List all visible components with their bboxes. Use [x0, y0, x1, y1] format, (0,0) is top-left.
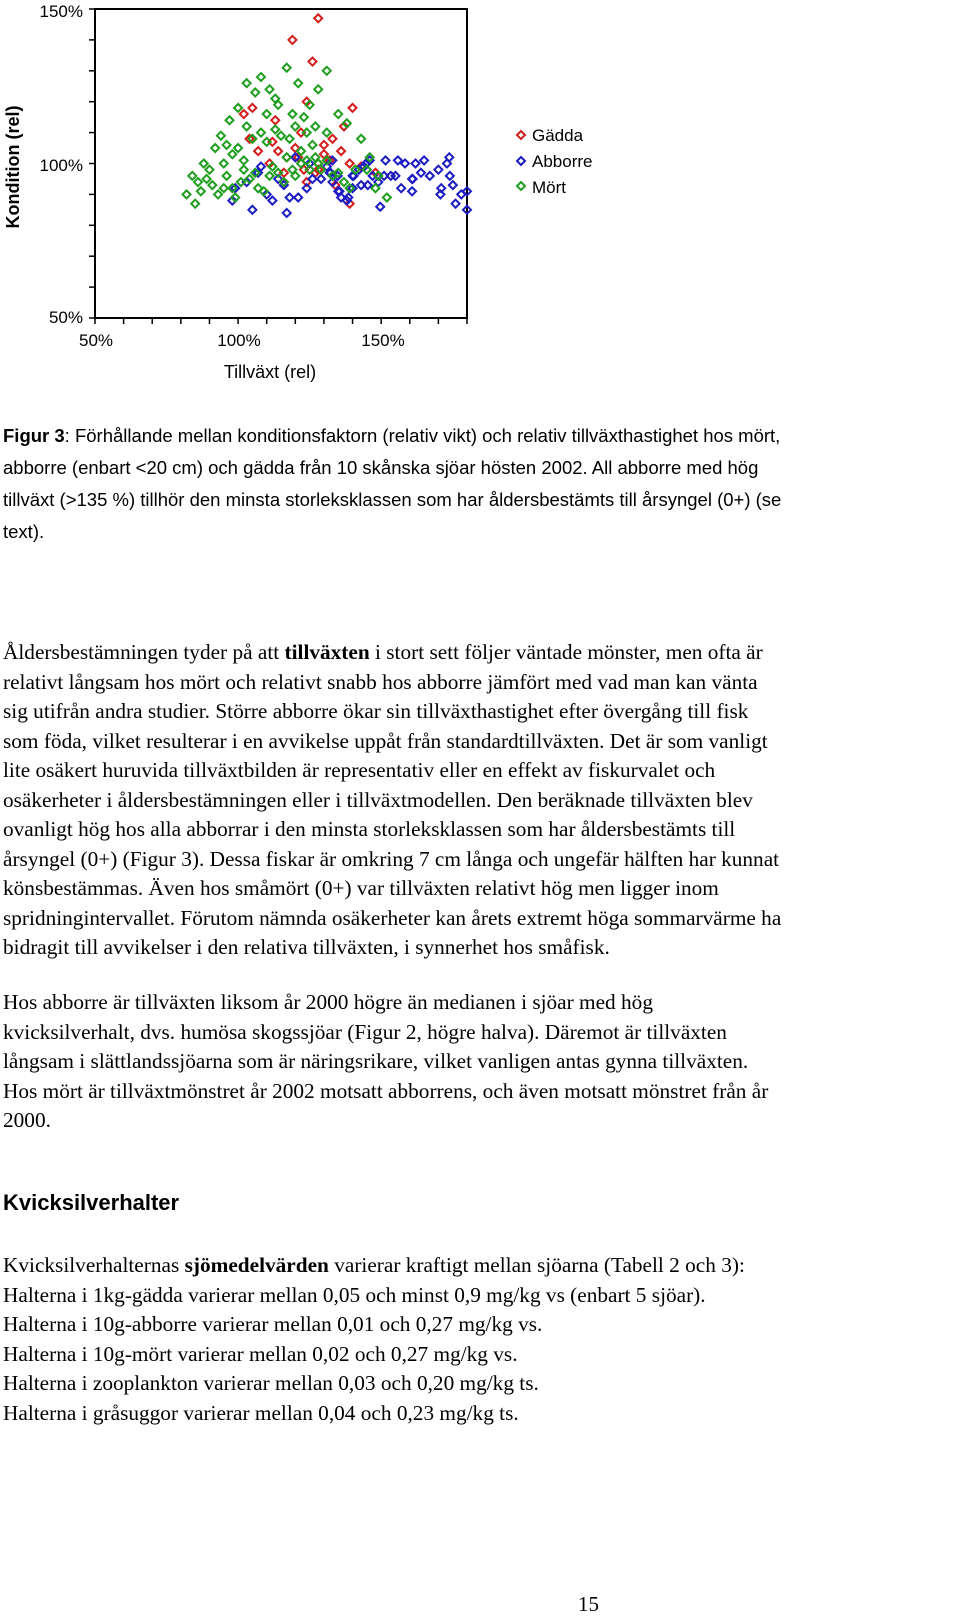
- data-point-mrt: [343, 119, 351, 127]
- data-point-mrt: [357, 135, 365, 143]
- paragraph-kvicksilver: [3, 1251, 953, 1428]
- data-point-mrt: [225, 116, 233, 124]
- data-point-mrt: [240, 166, 248, 174]
- data-point-abborre: [397, 184, 405, 192]
- data-point-abborre: [446, 172, 454, 180]
- caption-line: [3, 420, 933, 452]
- data-point-mrt: [340, 178, 348, 186]
- data-point-mrt: [294, 79, 302, 87]
- caption-line: text).: [3, 521, 45, 542]
- data-point-mrt: [220, 184, 228, 192]
- x-tick-label: 50%: [78, 331, 114, 350]
- paragraph-line: Halterna i gråsuggor varierar mellan 0,04 och 0,23 mg/kg ts.: [3, 1400, 519, 1425]
- tick-marks: [89, 9, 467, 324]
- data-point-mrt: [188, 172, 196, 180]
- paragraph-line: spridningintervallet. Förutom nämnda osäkerheter kan årets extremt höga sommarvärme ha: [3, 905, 782, 930]
- data-point-mrt: [323, 67, 331, 75]
- data-point-gdda: [254, 147, 262, 155]
- data-point-abborre: [286, 193, 294, 201]
- paragraph-line: lite osäkert huruvida tillväxtbilden är representativ eller en effekt av fiskurvalet och: [3, 758, 716, 782]
- data-point-mrt: [223, 172, 231, 180]
- paragraph-line: ovanligt hög hos alla abborrar i den minsta storleksklassen som har åldersbestämts till: [3, 817, 736, 841]
- legend: [517, 126, 592, 197]
- data-point-gdda: [308, 58, 316, 66]
- data-point-mrt: [286, 135, 294, 143]
- data-point-mrt: [214, 190, 222, 198]
- legend-item-mort: [517, 178, 566, 197]
- paragraph-line: Halterna i 10g-abborre varierar mellan 0,01 och 0,27 mg/kg vs.: [3, 1312, 543, 1336]
- paragraph-line: långsam i slättlandssjöarna som är näringsrikare, vilket vanligen antas gynna tillväxten.: [3, 1049, 749, 1073]
- x-tick-label: 150%: [361, 331, 405, 350]
- data-point-mrt: [283, 64, 291, 72]
- data-point-abborre: [382, 156, 390, 164]
- legend-label-abborre: Abborre: [532, 152, 593, 171]
- paragraph-line: relativt långsam hos mört och relativt snabb hos abborre jämfört med vad man kan vänta: [3, 669, 758, 694]
- data-point-mrt: [200, 160, 208, 168]
- data-point-mrt: [374, 172, 382, 180]
- legend-marker-abborre: [517, 157, 525, 165]
- text-run: i stort sett följer väntade mönster, men ofta är: [369, 640, 763, 664]
- data-point-mrt: [306, 101, 314, 109]
- caption-text: : Förhållande mellan konditionsfaktorn (relativ vikt) och relativ tillväxthastighet hos mört,: [64, 425, 781, 446]
- data-point-mrt: [203, 175, 211, 183]
- paragraph-growth: [3, 638, 953, 963]
- caption-label: Figur 3: [3, 425, 65, 446]
- data-point-mrt: [300, 113, 308, 121]
- paragraph-abborre: [3, 988, 953, 1136]
- data-point-abborre: [248, 206, 256, 214]
- paragraph-line: bidragit till avvikelser i den relativa tillväxten, i synnerhet hos småfisk.: [3, 935, 610, 959]
- legend-item-abborre: [517, 152, 592, 171]
- x-axis-label: Tillväxt (rel): [223, 362, 317, 382]
- data-point-mrt: [228, 150, 236, 158]
- data-point-mrt: [311, 122, 319, 130]
- legend-label-gadda: Gädda: [532, 126, 584, 145]
- data-point-gdda: [349, 104, 357, 112]
- data-point-mrt: [240, 156, 248, 164]
- paragraph-line: 2000.: [3, 1108, 51, 1132]
- paragraph-line: osäkerheter i åldersbestämningen eller i tillväxtmodellen. Den beräknade tillväxten blev: [3, 787, 753, 812]
- paragraph-line: Hos abborre är tillväxten liksom år 2000 högre än medianen i sjöar med hög: [3, 990, 653, 1014]
- data-point-mrt: [234, 104, 242, 112]
- bold-term: tillväxten: [284, 640, 370, 664]
- scatter-chart: [0, 0, 960, 400]
- data-point-mrt: [191, 200, 199, 208]
- data-point-abborre: [408, 187, 416, 195]
- caption-line: tillväxt (>135 %) tillhör den minsta storleksklassen som har åldersbestämts till årsyngel (0+) (se: [3, 489, 782, 510]
- data-point-mrt: [263, 110, 271, 118]
- caption-line: abborre (enbart <20 cm) och gädda från 10 skånska sjöar hösten 2002. All abborre med hög: [3, 457, 759, 478]
- text-run: Åldersbestämningen tyder på att: [3, 640, 285, 664]
- legend-marker-gadda: [517, 131, 525, 139]
- paragraph-line: Hos mört är tillväxtmönstret år 2002 motsatt abborrens, och även motsatt mönstret från år: [3, 1078, 769, 1103]
- data-point-abborre: [317, 175, 325, 183]
- data-point-mrt: [271, 126, 279, 134]
- data-point-mrt: [266, 85, 274, 93]
- data-point-mrt: [234, 144, 242, 152]
- paragraph-line: Halterna i 10g-mört varierar mellan 0,02 och 0,27 mg/kg vs.: [3, 1341, 518, 1366]
- data-point-mrt: [217, 132, 225, 140]
- data-point-mrt: [220, 160, 228, 168]
- data-point-mrt: [246, 175, 254, 183]
- data-point-gdda: [288, 36, 296, 44]
- data-point-mrt: [257, 73, 265, 81]
- paragraph-line: sig utifrån andra studier. Större abborre ökar sin tillväxthastighet efter övergång till fisk: [3, 699, 749, 723]
- paragraph-line: Halterna i zooplankton varierar mellan 0,03 och 0,20 mg/kg ts.: [3, 1371, 539, 1395]
- data-point-mrt: [243, 122, 251, 130]
- page-number: 15: [578, 1592, 599, 1616]
- data-point-mrt: [283, 153, 291, 161]
- data-point-mrt: [194, 178, 202, 186]
- data-point-mrt: [183, 190, 191, 198]
- data-point-mrt: [205, 166, 213, 174]
- y-axis-label: Kondition (rel): [3, 105, 23, 229]
- data-point-abborre: [303, 184, 311, 192]
- data-point-mrt: [223, 141, 231, 149]
- data-point-mrt: [288, 110, 296, 118]
- data-point-mrt: [314, 85, 322, 93]
- data-point-abborre: [268, 197, 276, 205]
- data-point-mrt: [303, 129, 311, 137]
- data-point-mrt: [251, 88, 259, 96]
- legend-item-gadda: [517, 126, 584, 145]
- data-point-mrt: [197, 187, 205, 195]
- data-point-abborre: [283, 209, 291, 217]
- data-point-gdda: [346, 160, 354, 168]
- data-point-mrt: [243, 79, 251, 87]
- y-tick-label: 50%: [48, 308, 83, 327]
- data-point-mrt: [277, 132, 285, 140]
- paragraph-line: [3, 638, 953, 668]
- data-point-mrt: [291, 122, 299, 130]
- data-point-abborre: [376, 203, 384, 211]
- data-point-abborre: [426, 172, 434, 180]
- data-point-mrt: [257, 129, 265, 137]
- y-tick-label: 150%: [39, 2, 83, 21]
- data-point-mrt: [334, 110, 342, 118]
- data-point-gdda: [274, 147, 282, 155]
- figure-caption: [3, 420, 933, 548]
- data-points: [183, 14, 471, 217]
- paragraph-line: kvicksilverhalt, dvs. humösa skogssjöar (Figur 2, högre halva). Däremot är tillväxten: [3, 1019, 727, 1044]
- data-point-mrt: [211, 144, 219, 152]
- data-point-abborre: [417, 169, 425, 177]
- data-point-mrt: [231, 193, 239, 201]
- text-run: Kvicksilverhalternas: [3, 1253, 185, 1277]
- section-heading: Kvicksilverhalter: [3, 1190, 180, 1215]
- data-point-abborre: [452, 200, 460, 208]
- paragraph-line: Halterna i 1kg-gädda varierar mellan 0,05 och minst 0,9 mg/kg vs (enbart 5 sjöar).: [3, 1282, 706, 1307]
- data-point-abborre: [294, 193, 302, 201]
- paragraph-line: årsyngel (0+) (Figur 3). Dessa fiskar är omkring 7 cm långa och ungefär hälften har kunnat: [3, 846, 780, 871]
- data-point-gdda: [240, 110, 248, 118]
- data-point-gdda: [329, 135, 337, 143]
- legend-marker-mort: [517, 182, 525, 190]
- data-point-mrt: [237, 178, 245, 186]
- bold-term: sjömedelvärden: [184, 1253, 329, 1277]
- x-tick-label: 100%: [217, 331, 261, 350]
- data-point-mrt: [274, 169, 282, 177]
- data-point-abborre: [449, 181, 457, 189]
- data-point-mrt: [323, 129, 331, 137]
- data-point-gdda: [271, 116, 279, 124]
- data-point-mrt: [263, 138, 271, 146]
- y-tick-label: 100%: [39, 156, 83, 175]
- data-point-gdda: [314, 14, 322, 22]
- data-point-mrt: [208, 181, 216, 189]
- legend-label-mort: Mört: [532, 178, 566, 197]
- data-point-abborre: [420, 156, 428, 164]
- data-point-mrt: [268, 163, 276, 171]
- data-point-mrt: [266, 172, 274, 180]
- paragraph-line: [3, 1251, 953, 1281]
- data-point-mrt: [308, 141, 316, 149]
- data-point-abborre: [434, 166, 442, 174]
- data-point-gdda: [337, 147, 345, 155]
- paragraph-line: könsbestämmas. Även hos småmört (0+) var tillväxten relativt hög men ligger inom: [3, 876, 719, 900]
- text-run: varierar kraftigt mellan sjöarna (Tabell 2 och 3):: [328, 1253, 745, 1277]
- paragraph-line: som föda, vilket resulterar i en avvikelse uppåt från standardtillväxten. Det är som vanligt: [3, 728, 768, 753]
- data-point-gdda: [320, 141, 328, 149]
- data-point-abborre: [411, 160, 419, 168]
- data-point-gdda: [248, 104, 256, 112]
- data-point-mrt: [383, 193, 391, 201]
